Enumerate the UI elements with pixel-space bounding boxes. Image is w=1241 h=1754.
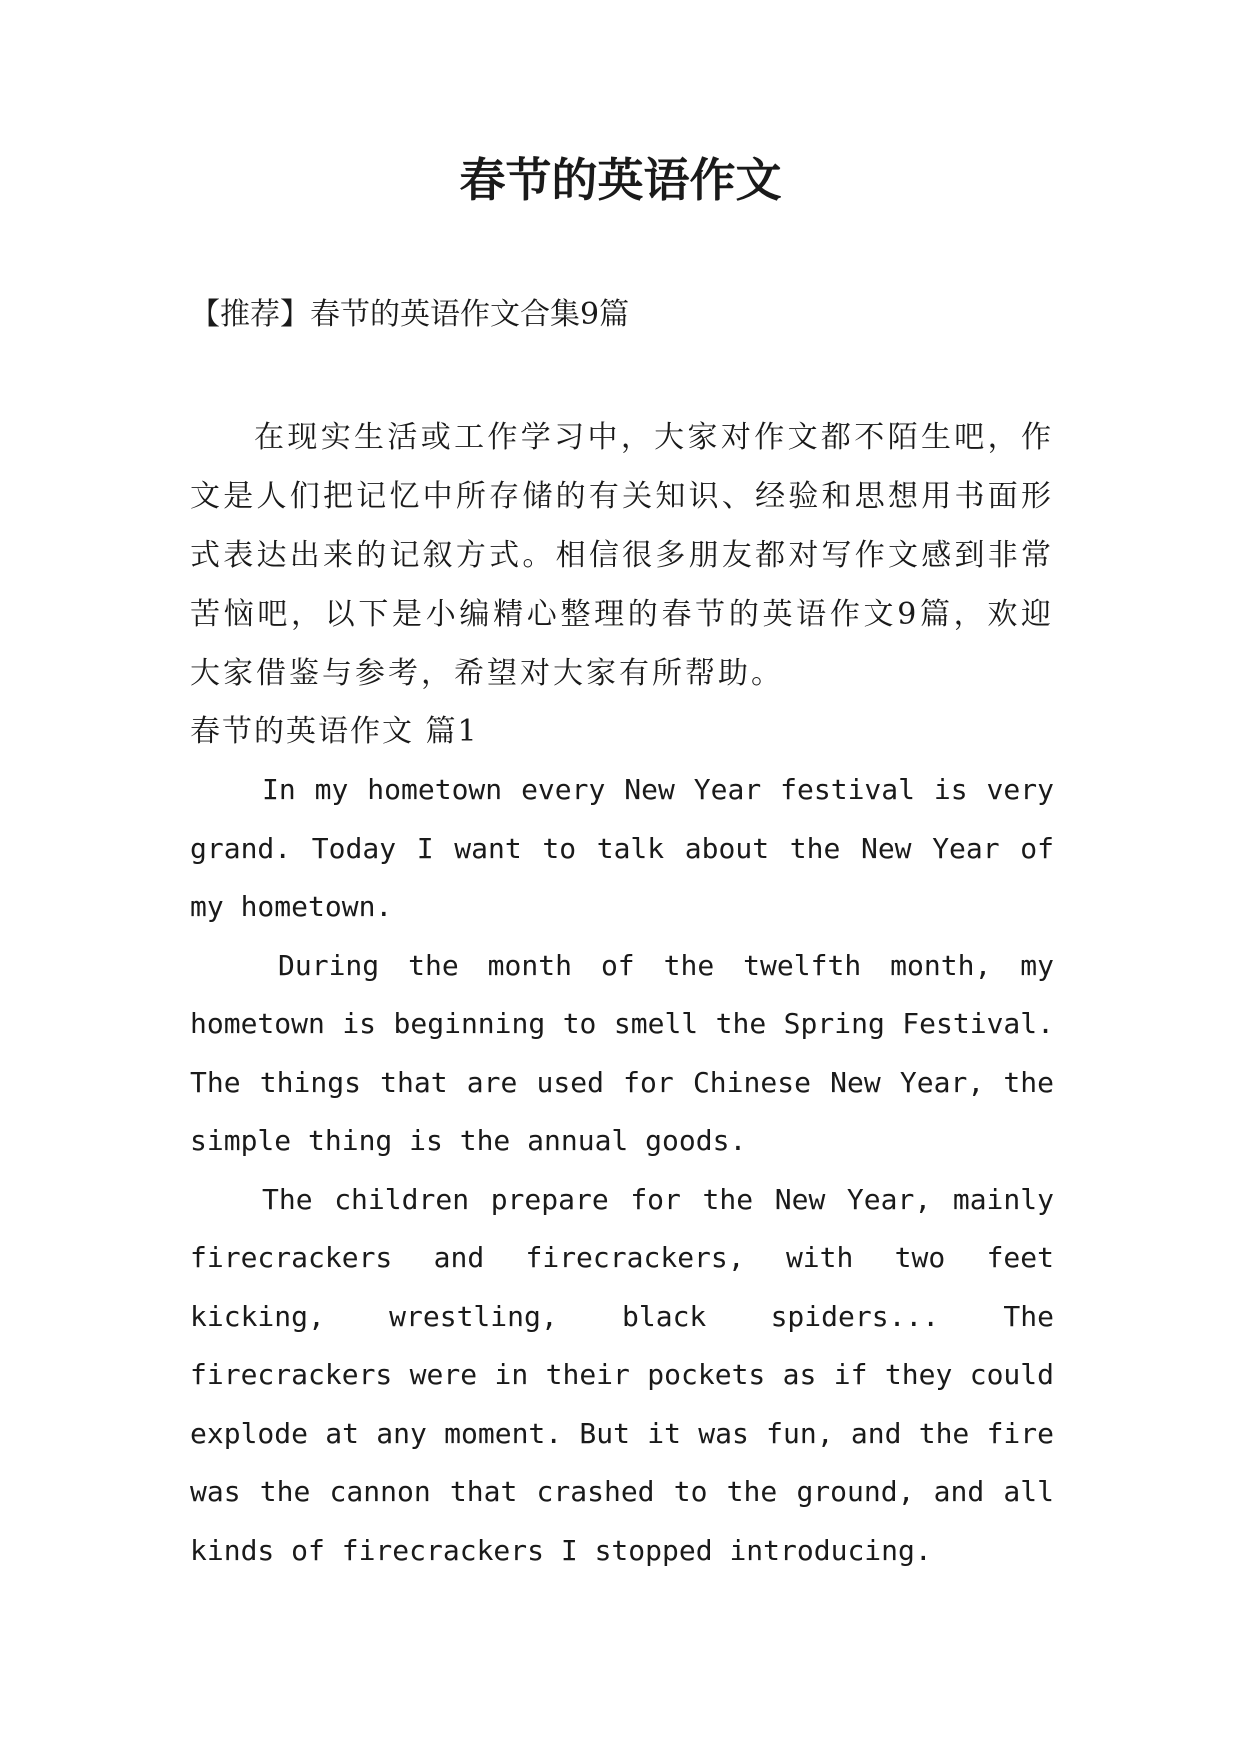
document-title: 春节的英语作文 (459, 153, 782, 207)
section-heading: 春节的英语作文 篇1 (190, 714, 479, 749)
body-paragraph-1: In my hometown every New Year festival is very grand. Today I want to talk about the New Year of my hometown. (190, 773, 1054, 923)
body-paragraph-3: The children prepare for the New Year, mainly firecrackers and firecrackers, with two feet kicking, wrestling, black spiders... The firecrackers were in their pockets as if they could explode at any moment. But it was fun, and the fire was the cannon that crashed to the ground, and all kinds of firecrackers I stopped introducing. (190, 1182, 1054, 1567)
body-paragraph-2: During the month of the twelfth month, my hometown is beginning to smell the Spring Festival. The things that are used for Chinese New Year, the simple thing is the annual goods. (190, 948, 1054, 1157)
intro-paragraph: 在现实生活或工作学习中，大家对作文都不陌生吧，作文是人们把记忆中所存储的有关知识、经验和思想用书面形式表达出来的记叙方式。相信很多朋友都对写作文感到非常苦恼吧，以下是小编精心整理的春节的英语作文9篇，欢迎大家借鉴与参考，希望对大家有所帮助。 (190, 420, 1054, 691)
document-body (190, 408, 1054, 1580)
document-subtitle: 【推荐】春节的英语作文合集9篇 (190, 297, 630, 332)
